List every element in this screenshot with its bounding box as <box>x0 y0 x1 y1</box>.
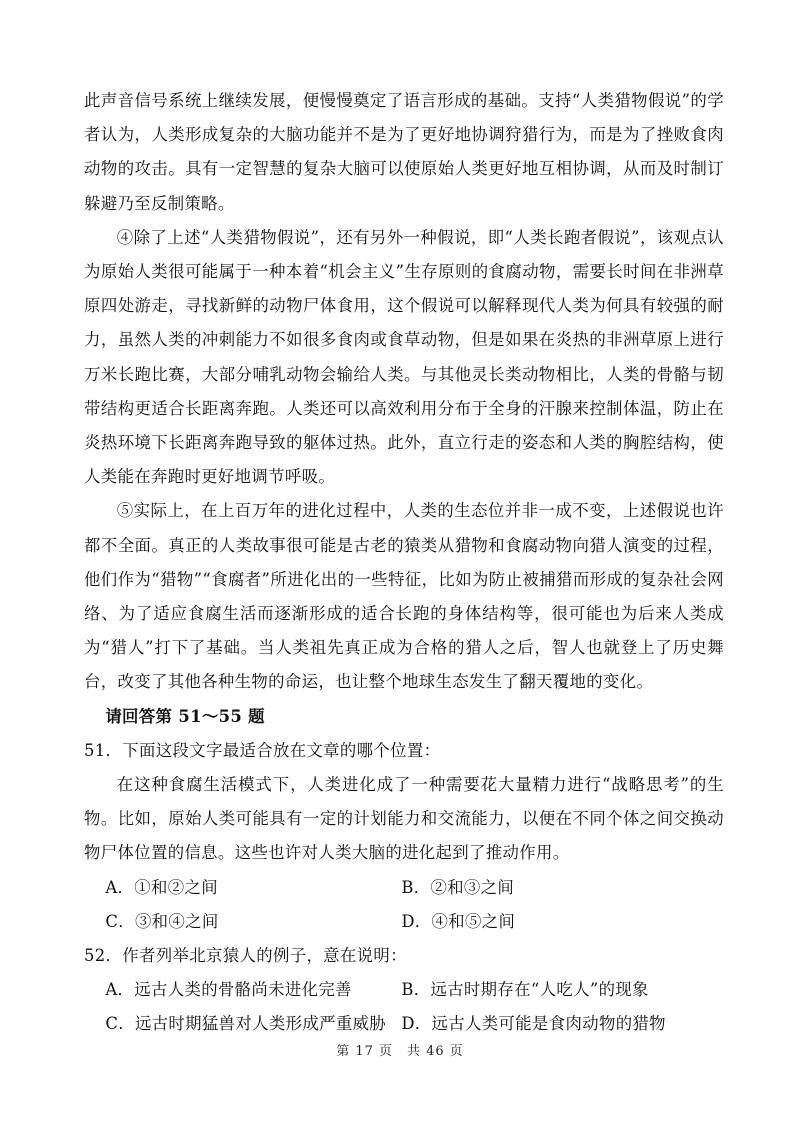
section-heading: 请回答第 51～55 题 <box>105 706 265 726</box>
question-52-option-b[interactable]: B．远古时期存在“人吃人”的现象 <box>401 980 649 1000</box>
question-52-option-a[interactable]: A．远古人类的骨骼尚未进化完善 <box>105 980 352 1000</box>
question-52-options-row-2 <box>84 1007 724 1041</box>
passage-paragraph-4: ④除了上述“人类猎物假说”，还有另外一种假说，即“人类长跑者假说”，该观点认为原始人类很可能属于一种本着“机会主义”生存原则的食腐动物，需要长时间在非洲草原四处游走，寻找新鲜的动物尸体食用，这个假说可以解释现代人类为何具有较强的耐力，虽然人类的冲刺能力不如很多食肉或食草动物，但是如果在炎热的非洲草原上进行万米长跑比赛，大部分哺乳动物会输给人类。与其他灵长类动物相比，人类的骨骼与韧带结构更适合长距离奔跑。人类还可以高效利用分布于全身的汗腺来控制体温，防止在炎热环境下长距离奔跑导致的躯体过热。此外，直立行走的姿态和人类的胸腔结构，使人类能在奔跑时更好地调节呼吸。 <box>84 227 724 487</box>
page-content <box>84 84 724 1042</box>
question-51-option-c[interactable]: C．③和④之间 <box>105 911 219 931</box>
question-51-quote: 在这种食腐生活模式下，人类进化成了一种需要花大量精力进行“战略思考”的生物。比如，原始人类可能具有一定的计划能力和交流能力，以便在不同个体之间交换动物尸体位置的信息。这些也许对人类大脑的进化起到了推动作用。 <box>84 775 724 863</box>
page-footer: 第 17 页 共 46 页 <box>336 1044 464 1059</box>
question-51-option-a[interactable]: A．①和②之间 <box>105 877 218 897</box>
question-51-stem: 51．下面这段文字最适合放在文章的哪个位置： <box>84 740 441 760</box>
question-51-options-row-1 <box>84 871 724 905</box>
passage-paragraph-3-tail: 此声音信号系统上继续发展，便慢慢奠定了语言形成的基础。支持“人类猎物假说”的学者认为，人类形成复杂的大脑功能并不是为了更好地协调狩猎行为，而是为了挫败食肉动物的攻击。具有一定智慧的复杂大脑可以使原始人类更好地互相协调，从而及时制订躲避乃至反制策略。 <box>84 91 724 213</box>
question-52-stem: 52．作者列举北京猿人的例子，意在说明： <box>84 946 407 966</box>
question-52-option-c[interactable]: C．远古时期猛兽对人类形成严重威胁 <box>105 1014 387 1034</box>
question-52-options-row-1 <box>84 973 724 1007</box>
question-51-options-row-2 <box>84 905 724 939</box>
question-51-option-b[interactable]: B．②和③之间 <box>401 877 515 897</box>
question-51-option-d[interactable]: D．④和⑤之间 <box>401 911 516 931</box>
question-52-option-d[interactable]: D．远古人类可能是食肉动物的猎物 <box>401 1014 666 1034</box>
passage-paragraph-5: ⑤实际上，在上百万年的进化过程中，人类的生态位并非一成不变，上述假说也许都不全面。真正的人类故事很可能是古老的猿类从猎物和食腐动物向猎人演变的过程，他们作为“猎物”“食腐者”所进化出的一些特征，比如为防止被捕猎而形成的复杂社会网络、为了适应食腐生活而逐渐形成的适合长跑的身体结构等，很可能也为后来人类成为“猎人”打下了基础。当人类祖先真正成为合格的猎人之后，智人也就登上了历史舞台，改变了其他各种生物的命运，也让整个地球生态发生了翻天覆地的变化。 <box>84 501 724 692</box>
